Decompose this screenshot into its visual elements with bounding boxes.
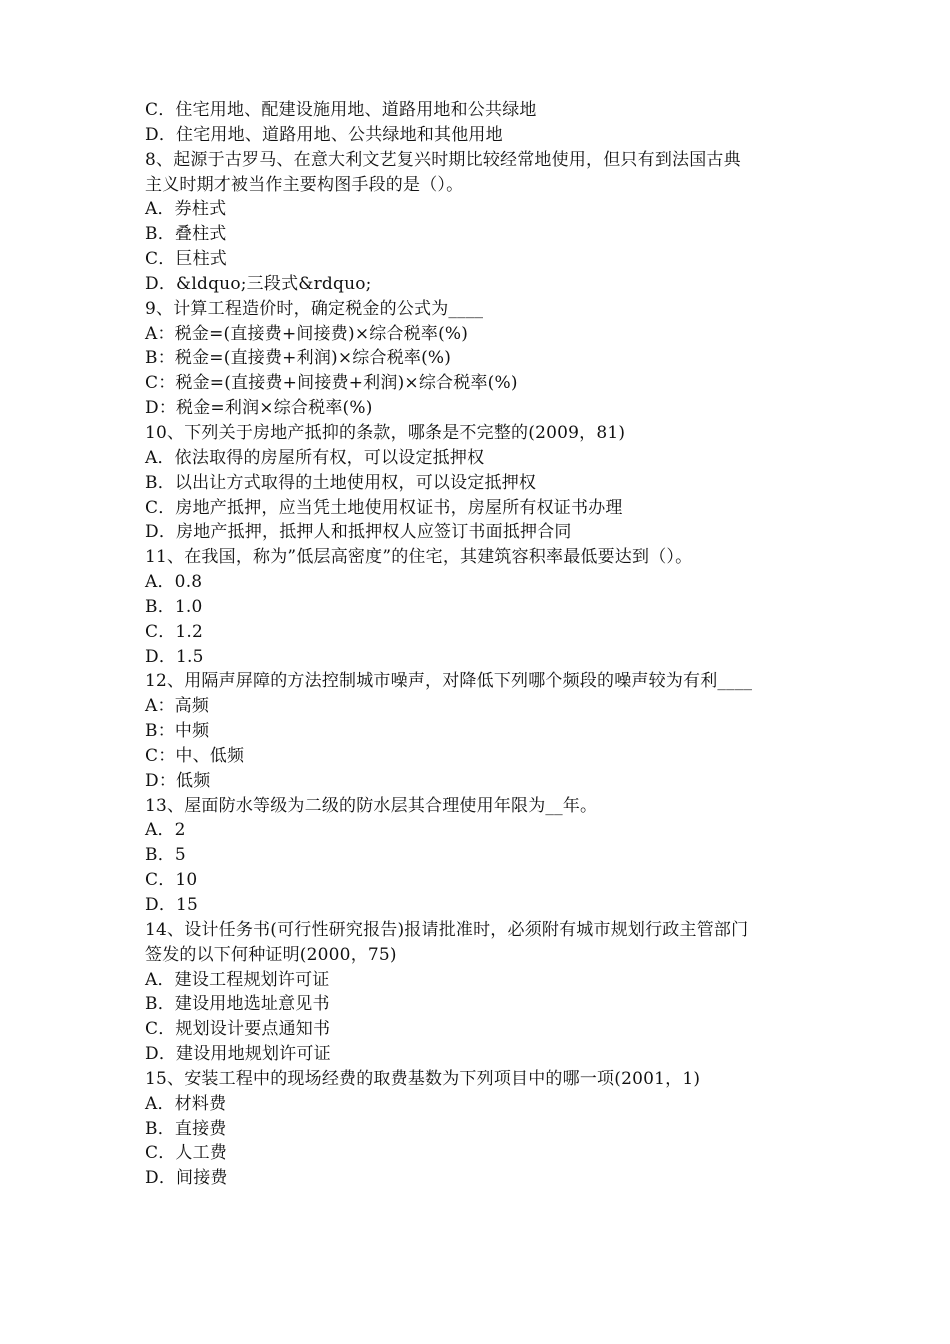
option-line: D：税金=利润×综合税率(%) [145, 398, 373, 419]
option-line: C．巨柱式 [145, 249, 228, 270]
option-line: C．规划设计要点通知书 [145, 1019, 331, 1040]
option-line: C．1.2 [145, 621, 204, 642]
option-line: D．&ldquo;三段式&rdquo; [145, 273, 372, 294]
option-line: A．2 [145, 820, 186, 841]
option-line: B．直接费 [145, 1118, 227, 1139]
option-line: C．人工费 [145, 1143, 228, 1164]
option-line: B．叠柱式 [145, 224, 227, 245]
option-line: B．1.0 [145, 596, 203, 617]
question-line: 12、用隔声屏障的方法控制城市噪声，对降低下列哪个频段的噪声较为有利____ [145, 671, 753, 692]
question-line: 14、设计任务书(可行性研究报告)报请批准时，必须附有城市规划行政主管部门 [145, 919, 749, 940]
option-line: B：中频 [145, 721, 210, 742]
option-line: D．1.5 [145, 646, 204, 667]
option-line: A．材料费 [145, 1093, 227, 1114]
question-line: 9、计算工程造价时，确定税金的公式为____ [145, 298, 484, 319]
option-line: A．建设工程规划许可证 [145, 969, 330, 990]
option-line: B．以出让方式取得的土地使用权，可以设定抵押权 [145, 472, 537, 493]
question-line: 8、起源于古罗马、在意大利文艺复兴时期比较经常地使用，但只有到法国古典 [145, 149, 741, 170]
option-line: C：税金=(直接费+间接费+利润)×综合税率(%) [145, 373, 518, 394]
option-line: A．依法取得的房屋所有权，可以设定抵押权 [145, 447, 485, 468]
option-line: D．间接费 [145, 1168, 228, 1189]
option-line: B：税金=(直接费+利润)×综合税率(%) [145, 348, 452, 369]
option-line: C．10 [145, 870, 198, 891]
question-line: 15、安装工程中的现场经费的取费基数为下列项目中的哪一项(2001，1) [145, 1068, 701, 1089]
question-line: 11、在我国，称为”低层高密度”的住宅，其建筑容积率最低要达到（）。 [145, 547, 693, 568]
option-line: D．住宅用地、道路用地、公共绿地和其他用地 [145, 124, 503, 145]
question-line: 签发的以下何种证明(2000，75) [145, 944, 397, 965]
option-line: A：高频 [145, 696, 210, 717]
option-line: C．住宅用地、配建设施用地、道路用地和公共绿地 [145, 100, 537, 120]
option-line: B．建设用地选址意见书 [145, 994, 330, 1015]
option-line: A．0.8 [145, 572, 203, 593]
option-line: C．房地产抵押，应当凭土地使用权证书，房屋所有权证书办理 [145, 497, 623, 518]
document-page [145, 98, 825, 1191]
option-line: D．建设用地规划许可证 [145, 1044, 331, 1065]
question-line: 13、屋面防水等级为二级的防水层其合理使用年限为__年。 [145, 795, 598, 816]
option-line: D：低频 [145, 770, 211, 791]
option-line: D．15 [145, 895, 199, 915]
option-line: A：税金=(直接费+间接费)×综合税率(%) [145, 323, 469, 344]
option-line: D．房地产抵押，抵押人和抵押权人应签订书面抵押合同 [145, 522, 572, 543]
question-line: 主义时期才被当作主要构图手段的是（）。 [145, 174, 464, 195]
option-line: B．5 [145, 845, 186, 866]
question-line: 10、下列关于房地产抵抑的条款，哪条是不完整的(2009，81) [145, 422, 626, 443]
option-line: C：中、低频 [145, 745, 245, 766]
option-line: A．券柱式 [145, 199, 227, 220]
